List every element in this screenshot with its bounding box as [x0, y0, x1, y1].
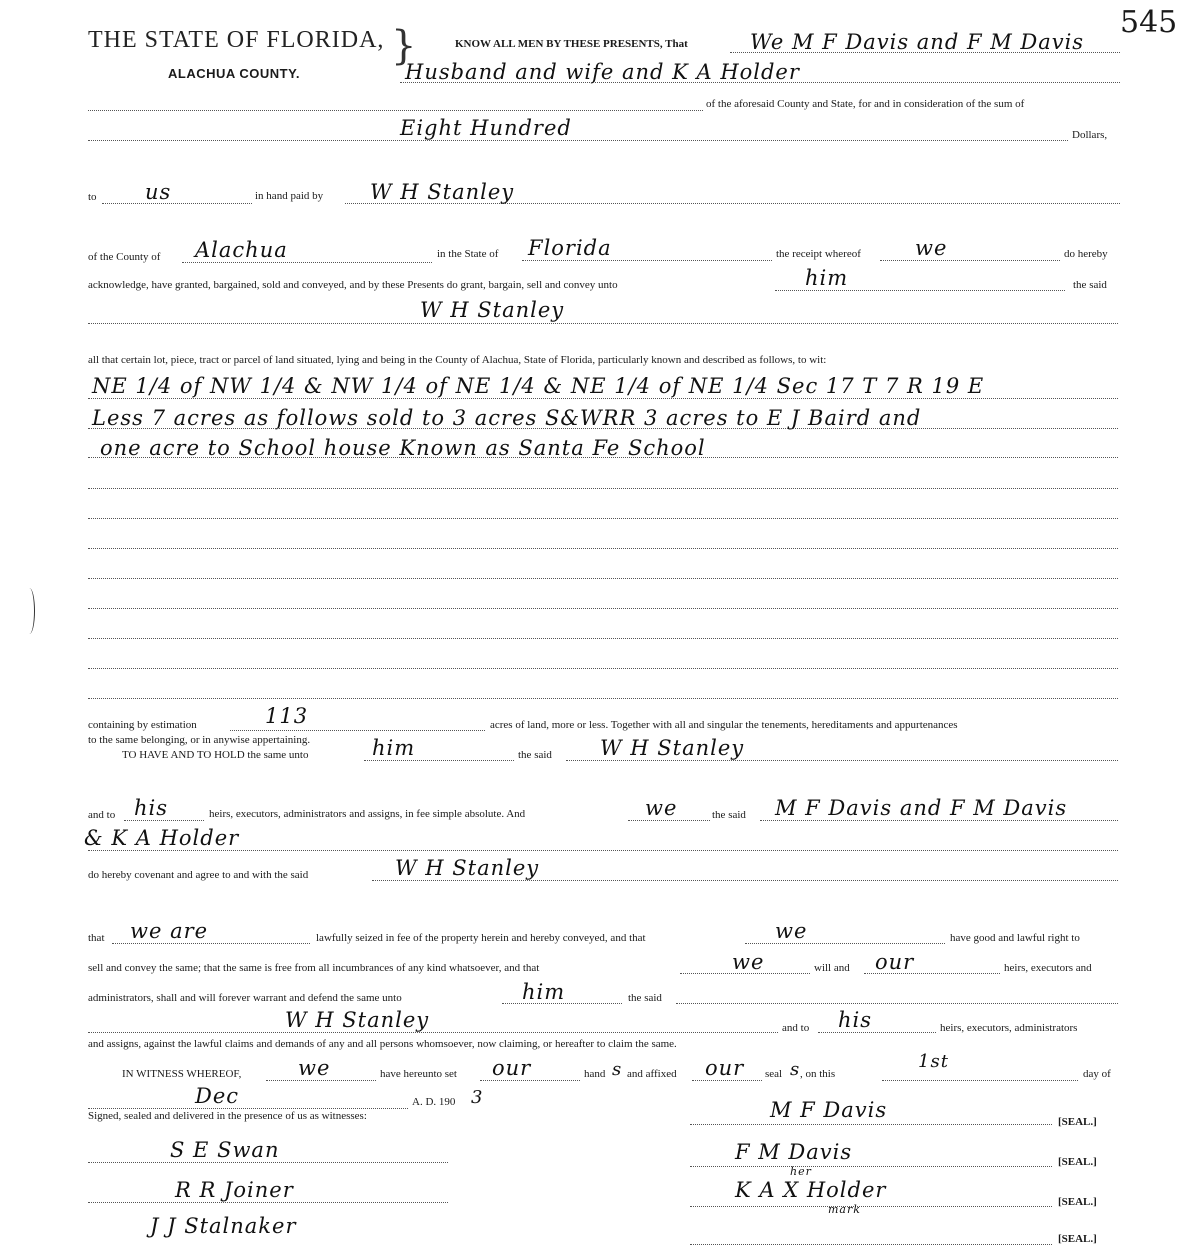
- affixed-our-handwritten: our: [705, 1056, 745, 1080]
- heirs-exec-and-label: heirs, executors and: [1004, 962, 1092, 974]
- unto-rule: [775, 290, 1065, 291]
- and-to-his-handwritten: his: [838, 1008, 873, 1032]
- and-to-rule-2: [818, 1032, 936, 1033]
- that-we-rule: [745, 943, 945, 944]
- affixed-our-rule: [692, 1080, 762, 1081]
- said-rule-4: [676, 1003, 1118, 1004]
- said-names-rule-2: [88, 850, 1118, 851]
- seal-label-1: [SEAL.]: [1058, 1116, 1097, 1128]
- set-our-rule: [480, 1080, 580, 1081]
- receipt-who-handwritten: we: [915, 236, 948, 260]
- signature-rule-1: [690, 1124, 1052, 1125]
- hand-label: hand: [584, 1068, 606, 1080]
- witness1-signature: S E Swan: [170, 1138, 280, 1162]
- month-rule: [88, 1108, 408, 1109]
- grantor3-signature: K A X Holder: [735, 1178, 887, 1202]
- administrators-clause: administrators, shall and will forever warrant and defend the same unto: [88, 992, 402, 1004]
- signed-sealed-clause: Signed, sealed and delivered in the presence of us as witnesses:: [88, 1110, 367, 1122]
- on-this-day-handwritten: 1st: [918, 1051, 949, 1072]
- and-to-handwritten: his: [134, 796, 169, 820]
- do-hereby-label: do hereby: [1064, 248, 1108, 260]
- of-county-label: of the County of: [88, 251, 161, 263]
- belonging-clause: to the same belonging, or in anywise appertaining.: [88, 734, 311, 746]
- and-affixed-label: and affixed: [627, 1068, 677, 1080]
- margin-mark: [24, 588, 35, 634]
- ad-label: A. D. 190: [412, 1096, 456, 1108]
- dollars-label: Dollars,: [1072, 129, 1108, 141]
- grantor1-signature: M F Davis: [770, 1098, 888, 1122]
- document-state-title: THE STATE OF FLORIDA,: [88, 27, 385, 53]
- that-rule: [112, 943, 310, 944]
- sell-convey-clause: sell and convey the same; that the same is free from all incumbrances of any kind whatsoever, and that: [88, 962, 540, 974]
- grantee-rule: [88, 323, 1118, 324]
- covenant-clause: do hereby covenant and agree to and with the said: [88, 869, 309, 881]
- header-brace: }: [391, 23, 417, 69]
- and-to-label-1: and to: [88, 809, 116, 821]
- acres-rule: [230, 730, 485, 731]
- to-whom-handwritten: us: [145, 180, 172, 204]
- set-our-handwritten: our: [492, 1056, 532, 1080]
- desc-rule-2: [88, 428, 1118, 429]
- all-that-clause: all that certain lot, piece, tract or parcel of land situated, lying and being in the County of Alachua, State of Florida, particularly known and described as follows, to wit:: [88, 354, 827, 366]
- grantors-line2: Husband and wife and K A Holder: [405, 60, 800, 84]
- assigns-against-clause: and assigns, against the lawful claims and demands of any and all persons whomsoever, now claiming, or hereafter to claim the same.: [88, 1038, 677, 1050]
- the-said-label-3: the said: [712, 809, 746, 821]
- receipt-whereof-label: the receipt whereof: [776, 248, 861, 260]
- document-county: ALACHUA COUNTY.: [168, 66, 300, 81]
- desc-rule-8: [88, 608, 1118, 609]
- description-line3: one acre to School house Known as Santa Fe School: [100, 436, 706, 460]
- witness2-signature: R R Joiner: [175, 1178, 294, 1202]
- seal-s-handwritten: s: [790, 1059, 801, 1080]
- to-label: to: [88, 191, 97, 203]
- state-rule: [522, 260, 772, 261]
- said-names-rule: [760, 820, 1118, 821]
- and-who-rule: [628, 820, 710, 821]
- acknowledge-clause: acknowledge, have granted, bargained, sold and conveyed, and by these Presents do grant, bargain, sell and convey unto: [88, 279, 618, 291]
- to-have-clause: TO HAVE AND TO HOLD the same unto: [122, 749, 309, 761]
- lawfully-clause: lawfully seized in fee of the property herein and hereby conveyed, and that: [316, 932, 646, 944]
- county-rule: [182, 262, 432, 263]
- signature-rule-3: [690, 1206, 1052, 1207]
- containing-label: containing by estimation: [88, 719, 197, 731]
- hold-unto-rule: [364, 760, 514, 761]
- to-rule: [102, 203, 252, 204]
- witness-rule-1: [88, 1162, 448, 1163]
- and-that-we-handwritten: we: [732, 950, 765, 974]
- grantor2-signature: F M Davis: [735, 1140, 853, 1164]
- and-who-handwritten: we: [645, 796, 678, 820]
- desc-rule-1: [88, 398, 1118, 399]
- witness-we-handwritten: we: [298, 1056, 331, 1080]
- desc-rule-6: [88, 548, 1118, 549]
- said-names-handwritten-2: & K A Holder: [84, 826, 240, 850]
- have-hereunto-label: have hereunto set: [380, 1068, 457, 1080]
- and-to-rule-1: [124, 820, 204, 821]
- acres-clause: acres of land, more or less. Together with all and singular the tenements, hereditaments and appurtenances: [490, 719, 958, 731]
- the-said-label-2: the said: [518, 749, 552, 761]
- grantors-line2-rule: [400, 82, 1120, 83]
- state-handwritten: Florida: [528, 236, 612, 260]
- the-said-label-4: the said: [628, 992, 662, 1004]
- hold-said-handwritten: W H Stanley: [600, 736, 745, 760]
- blank-rule: [88, 110, 703, 111]
- month-handwritten: Dec: [195, 1084, 240, 1108]
- hold-unto-handwritten: him: [372, 736, 416, 760]
- seal-label-2: [SEAL.]: [1058, 1156, 1097, 1168]
- that-we-handwritten: we: [775, 919, 808, 943]
- amount-rule: [88, 140, 1068, 141]
- signature-rule-4: [690, 1244, 1052, 1245]
- paid-by-handwritten: W H Stanley: [370, 180, 515, 204]
- grantee-handwritten: W H Stanley: [420, 298, 565, 322]
- said-grantee-handwritten: W H Stanley: [285, 1008, 430, 1032]
- desc-rule-10: [88, 668, 1118, 669]
- grantors-line1-rule: [730, 52, 1120, 53]
- unto-handwritten: him: [805, 266, 849, 290]
- county-handwritten: Alachua: [195, 238, 288, 262]
- covenant-rule: [372, 880, 1118, 881]
- desc-rule-5: [88, 518, 1118, 519]
- hand-s-handwritten: s: [612, 1059, 623, 1080]
- that-label: that: [88, 932, 105, 944]
- that-we-are-handwritten: we are: [130, 919, 209, 943]
- desc-rule-9: [88, 638, 1118, 639]
- witness-rule-2: [88, 1202, 448, 1203]
- desc-rule-11: [88, 698, 1118, 699]
- good-right-clause: have good and lawful right to: [950, 932, 1080, 944]
- amount-handwritten: Eight Hundred: [400, 116, 572, 140]
- acres-handwritten: 113: [265, 704, 309, 728]
- seal-word-label: seal: [765, 1068, 783, 1080]
- signature-rule-2: [690, 1166, 1052, 1167]
- unto-him-handwritten: him: [522, 980, 566, 1004]
- seal-label-3: [SEAL.]: [1058, 1196, 1097, 1208]
- said-names-handwritten: M F Davis and F M Davis: [775, 796, 1068, 820]
- receipt-rule: [880, 260, 1060, 261]
- seal-label-4: [SEAL.]: [1058, 1233, 1097, 1245]
- and-to-label-2: and to: [782, 1022, 810, 1034]
- aforesaid-clause: of the aforesaid County and State, for and in consideration of the sum of: [706, 98, 1025, 110]
- day-of-label: day of: [1083, 1068, 1111, 1080]
- description-line1: NE 1/4 of NW 1/4 & NW 1/4 of NE 1/4 & NE 1/4 of NE 1/4 Sec 17 T 7 R 19 E: [92, 374, 985, 398]
- year-digit-handwritten: 3: [471, 1087, 484, 1108]
- desc-rule-4: [88, 488, 1118, 489]
- grantor3-mark-label: mark: [828, 1203, 861, 1216]
- heirs-exec-admin-label: heirs, executors, administrators: [940, 1022, 1078, 1034]
- page-number: 545: [1120, 5, 1178, 40]
- heirs-fee-clause: heirs, executors, administrators and assigns, in fee simple absolute. And: [209, 808, 526, 820]
- in-state-label: in the State of: [437, 248, 499, 260]
- will-and-label: will and: [814, 962, 850, 974]
- covenant-with-handwritten: W H Stanley: [395, 856, 540, 880]
- said-grantee-rule: [88, 1032, 778, 1033]
- grantor3-her-label: her: [790, 1165, 812, 1178]
- description-line2: Less 7 acres as follows sold to 3 acres S&WRR 3 acres to E J Baird and: [92, 406, 922, 430]
- in-hand-paid-label: in hand paid by: [255, 190, 324, 202]
- on-this-rule: [882, 1080, 1078, 1081]
- on-this-label: , on this: [800, 1068, 836, 1080]
- in-witness-label: IN WITNESS WHEREOF,: [122, 1068, 242, 1080]
- desc-rule-7: [88, 578, 1118, 579]
- know-all-men: KNOW ALL MEN BY THESE PRESENTS, That: [455, 38, 688, 50]
- desc-rule-3: [88, 457, 1118, 458]
- witness3-signature: J J Stalnaker: [150, 1214, 297, 1238]
- the-said-label-1: the said: [1073, 279, 1107, 291]
- grantors-line1: We M F Davis and F M Davis: [750, 30, 1085, 54]
- witness-we-rule: [266, 1080, 376, 1081]
- hold-said-rule: [566, 760, 1118, 761]
- will-and-our-handwritten: our: [875, 950, 915, 974]
